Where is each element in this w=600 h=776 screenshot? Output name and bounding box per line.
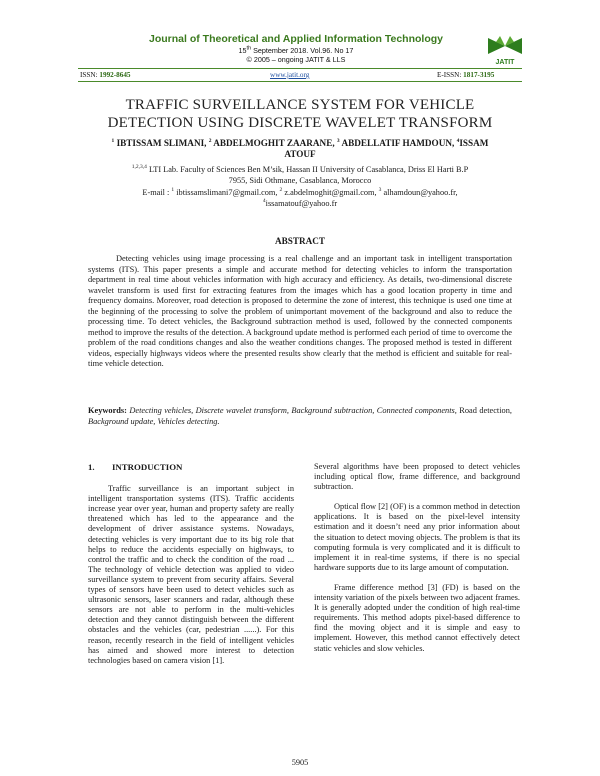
author-affiliation: $^{1,2,3,4}$ LTI Lab. Faculty of Sciences Ben M’sik, Hassan II University of Casablanca, Driss El Harti B.P 7955, Sidi Othmane, Casablanca, Morocco	[131, 164, 469, 185]
journal-title: Journal of Theoretical and Applied Information Technology	[148, 33, 443, 45]
header-rule-bottom	[78, 81, 522, 82]
section-heading-introduction: 1. INTRODUCTION	[88, 462, 183, 472]
logo-text: JATIT	[495, 59, 515, 66]
jatit-logo-icon	[486, 34, 524, 66]
intro-paragraph-3: Optical flow [2] (OF) is a common method in detection applications. It is based on the pixel-level intensity estimation and it doesn’t need any prior information about the situation to detect moving objects. The problem is that its computing formula is very complicated and it is difficult to implement it in real-time systems, if there is no special hardware supports due to its large amount of computation.	[314, 502, 520, 572]
intro-paragraph-4: Frame difference method [3] (FD) is based on the intensity variation of the pixels between two adjacent frames. It is generally adopted under the condition of high real-time requirements. This method adopts pixel-based difference to find the moving object and it is simple and easy to implement. However, this method cannot effectively detect static vehicles and slow vehicles.	[314, 582, 520, 653]
intro-paragraph-1: Traffic surveillance is an important subject in intelligent transportation systems (ITS). Traffic accidents increase year over year, human and property safety are really threatened which has led to the appearance and the development of driver assistance systems. Nowadays, detecting vehicles is very important due to its big role that helps to reduce the accidents especially on highways, to control the traffic and to check the condition of the road ... The technology of vehicle detection was applied to video surveillance system to prevent from security affairs. Several types of sensors have been used to detect vehicles such as ultrasonic sensors, laser scanners and radar, although these sensors are not able to perform in the multi-vehicles detection and they cannot distinguish between the different obstacles and the vehicles (car, pedestrian ......). For this reason, recently research in the field of intelligent vehicles has aimed and showed more interest to detection technologies based on camera vision [1].	[88, 484, 294, 665]
right-column	[314, 462, 520, 664]
intro-paragraph-2: Several algorithms have been proposed to detect vehicles including optical flow, frame difference, and background subtraction.	[314, 462, 520, 492]
eissn: E-ISSN: 1817-3195	[437, 71, 495, 79]
paper-title: TRAFFIC SURVEILLANCE SYSTEM FOR VEHICLE DETECTION USING DISCRETE WAVELET TRANSFORM	[107, 97, 493, 131]
header-rule-top	[78, 68, 522, 69]
abstract-text: Detecting vehicles using image processing is a real challenge and an important task in intelligent transportation systems (ITS). This paper presents a simple and accurate method for detecting vehicles to inform the transportation department in real time about vehicles information with high accuracy and efficiency. As details, two-dimensional discrete wavelet transform is used first for extracting features from the images which has a good location property in time and frequency domains. Moreover, road detection is proposed to determine the zone of interest, this technique is used one time at the beginning of the processing to solve the problem of unimportant movement of the background and also to reduce the processing time. To detect vehicles, the Background subtraction method is used, followed by the connected components method to improve the results of the detection. A background update method is performed each period of time to overcome the problem of the road conditions changes and also the weather conditions changes. The proposed method is tested in different videos, especially highways videos where the presented results show clearly that the method is efficient and suitable for real-time vehicle detection.	[88, 254, 512, 368]
abstract-heading: ABSTRACT	[274, 236, 326, 246]
page-number: 5905	[291, 758, 309, 767]
keywords: Keywords: Detecting vehicles, Discrete wavelet transform, Background subtraction, Connected components, Road detection, Background update, Vehicles detecting.	[88, 406, 512, 426]
paper-authors: $^1$ IBTISSAM SLIMANI, $^2$ ABDELMOGHIT ZAARANE, $^3$ ABDELLATIF HAMDOUN, $^4$ISSAM ATOUF	[111, 137, 489, 159]
journal-copyright: © 2005 – ongoing JATIT & LLS	[246, 55, 346, 64]
left-column	[88, 462, 294, 676]
issn: ISSN: 1992-8645	[80, 71, 131, 79]
journal-issue-date: 15th September 2018. Vol.96. No 17	[238, 45, 354, 55]
journal-website-link[interactable]: www.jatit.org	[270, 71, 310, 79]
author-emails: E-mail : $^1$ ibtissamslimani7@gmail.com, $^2$ z.abdelmoghit@gmail.com, $^3$ alhamdoun@yahoo.fr, $^4$issamatouf@yahoo.fr	[142, 187, 458, 208]
